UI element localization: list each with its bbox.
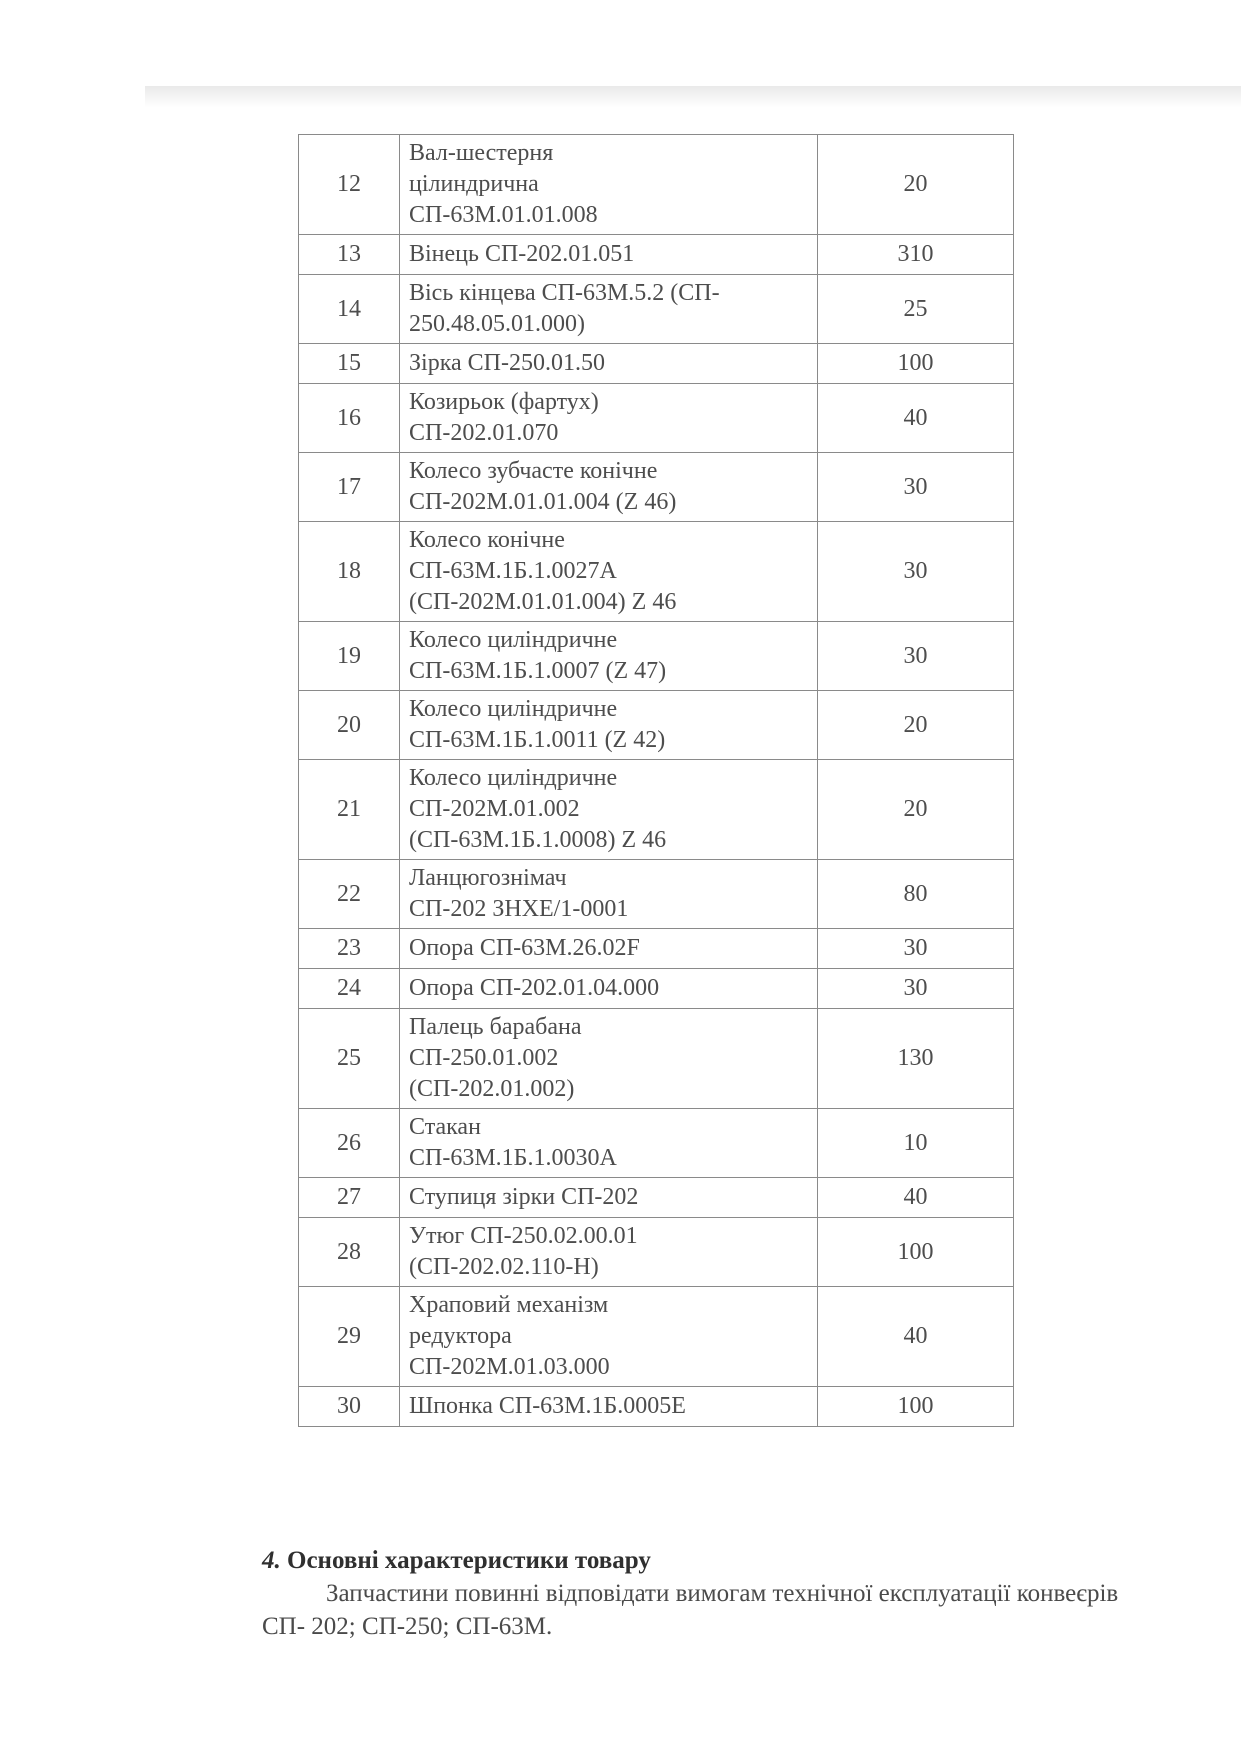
row-number: 20 — [299, 691, 400, 760]
paragraph-line-1: Запчастини повинні відповідати вимогам технічної експлуатації конвеєрів — [326, 1580, 1119, 1607]
part-name — [400, 760, 818, 860]
part-quantity: 30 — [818, 929, 1014, 969]
part-name — [400, 691, 818, 760]
part-name-line: Колесо зубчасте конічне — [409, 458, 658, 484]
part-name-line: Палець барабана — [409, 1014, 582, 1040]
section-paragraph — [262, 1577, 1222, 1643]
table-row — [299, 275, 1014, 344]
table-row — [299, 929, 1014, 969]
part-name — [400, 1178, 818, 1218]
table-row — [299, 235, 1014, 275]
table-row — [299, 860, 1014, 929]
part-name-line: Храповий механізм — [409, 1292, 609, 1318]
row-number: 22 — [299, 860, 400, 929]
part-name-line: СП-63М.01.01.008 — [409, 202, 598, 228]
table-row — [299, 522, 1014, 622]
part-name-line: Опора СП-63М.26.02F — [409, 935, 640, 961]
part-name — [400, 1009, 818, 1109]
row-number: 16 — [299, 384, 400, 453]
section-title: Основні характеристики товару — [287, 1547, 651, 1574]
part-name-line: СП-63М.1Б.1.0011 (Z 42) — [409, 727, 666, 753]
part-name-line: 250.48.05.01.000) — [409, 311, 585, 337]
part-quantity: 30 — [818, 969, 1014, 1009]
table-row — [299, 622, 1014, 691]
part-name — [400, 1387, 818, 1427]
part-quantity: 100 — [818, 344, 1014, 384]
parts-table — [298, 134, 1014, 1427]
table-row — [299, 760, 1014, 860]
table-row — [299, 1009, 1014, 1109]
row-number: 15 — [299, 344, 400, 384]
row-number: 23 — [299, 929, 400, 969]
part-quantity: 20 — [818, 135, 1014, 235]
part-quantity: 30 — [818, 522, 1014, 622]
part-quantity: 30 — [818, 622, 1014, 691]
row-number: 14 — [299, 275, 400, 344]
part-name-line: (СП-202.02.110-Н) — [409, 1254, 599, 1280]
part-name — [400, 453, 818, 522]
part-name-line: (СП-202.01.002) — [409, 1076, 575, 1102]
row-number: 27 — [299, 1178, 400, 1218]
part-quantity: 100 — [818, 1387, 1014, 1427]
part-name-line: Вінець СП-202.01.051 — [409, 241, 635, 267]
part-name — [400, 135, 818, 235]
part-name-line: (СП-202М.01.01.004) Z 46 — [409, 589, 677, 615]
row-number: 30 — [299, 1387, 400, 1427]
part-name-line: СП-202.01.070 — [409, 420, 559, 446]
row-number: 28 — [299, 1218, 400, 1287]
part-quantity: 40 — [818, 384, 1014, 453]
row-number: 26 — [299, 1109, 400, 1178]
part-name-line: СП-202 ЗНХЕ/1-0001 — [409, 896, 629, 922]
part-quantity: 310 — [818, 235, 1014, 275]
row-number: 17 — [299, 453, 400, 522]
table-row — [299, 1287, 1014, 1387]
part-name-line: СП-202М.01.002 — [409, 796, 580, 822]
section-main-characteristics — [262, 1545, 1222, 1643]
part-name-line: Стакан — [409, 1114, 481, 1140]
part-name-line: цілиндрична — [409, 171, 539, 197]
part-quantity: 40 — [818, 1178, 1014, 1218]
part-name — [400, 622, 818, 691]
part-name-line: Утюг СП-250.02.00.01 — [409, 1223, 638, 1249]
table-row — [299, 1109, 1014, 1178]
part-quantity: 30 — [818, 453, 1014, 522]
table-row — [299, 384, 1014, 453]
part-name-line: Колесо циліндричне — [409, 627, 618, 653]
part-name-line: Вал-шестерня — [409, 140, 554, 166]
part-name-line: Колесо циліндричне — [409, 765, 618, 791]
table-row — [299, 969, 1014, 1009]
part-name-line: редуктора — [409, 1323, 512, 1349]
part-name — [400, 275, 818, 344]
part-name-line: СП-63М.1Б.1.0030А — [409, 1145, 617, 1171]
part-name — [400, 860, 818, 929]
part-name — [400, 235, 818, 275]
part-name-line: Шпонка СП-63М.1Б.0005Е — [409, 1393, 686, 1419]
part-quantity: 100 — [818, 1218, 1014, 1287]
table-row — [299, 135, 1014, 235]
section-number: 4. — [262, 1547, 281, 1574]
part-name — [400, 969, 818, 1009]
part-name — [400, 1218, 818, 1287]
row-number: 29 — [299, 1287, 400, 1387]
table-row — [299, 1178, 1014, 1218]
row-number: 13 — [299, 235, 400, 275]
part-name-line: СП-202М.01.03.000 — [409, 1354, 610, 1380]
part-name-line: Козирьок (фартух) — [409, 389, 599, 415]
part-name-line: Зірка СП-250.01.50 — [409, 350, 605, 376]
part-name — [400, 1109, 818, 1178]
part-name-line: Колесо конічне — [409, 527, 565, 553]
table-row — [299, 1387, 1014, 1427]
part-name — [400, 1287, 818, 1387]
parts-table-body — [299, 135, 1014, 1427]
part-name — [400, 929, 818, 969]
part-name-line: СП-250.01.002 — [409, 1045, 559, 1071]
part-name-line: Ланцюгознімач — [409, 865, 567, 891]
row-number: 21 — [299, 760, 400, 860]
part-name-line: СП-63М.1Б.1.0007 (Z 47) — [409, 658, 667, 684]
part-name — [400, 384, 818, 453]
part-name-line: Опора СП-202.01.04.000 — [409, 975, 660, 1001]
part-name — [400, 344, 818, 384]
part-quantity: 20 — [818, 760, 1014, 860]
part-name-line: СП-202М.01.01.004 (Z 46) — [409, 489, 677, 515]
part-name-line: Колесо циліндричне — [409, 696, 618, 722]
scan-edge-shadow — [145, 86, 1241, 108]
row-number: 25 — [299, 1009, 400, 1109]
section-heading — [262, 1545, 1222, 1577]
table-row — [299, 691, 1014, 760]
table-row — [299, 344, 1014, 384]
part-name-line: Ступиця зірки СП-202 — [409, 1184, 639, 1210]
row-number: 12 — [299, 135, 400, 235]
row-number: 18 — [299, 522, 400, 622]
part-quantity: 10 — [818, 1109, 1014, 1178]
table-row — [299, 453, 1014, 522]
part-quantity: 40 — [818, 1287, 1014, 1387]
part-name — [400, 522, 818, 622]
paragraph-line-2: СП- 202; СП-250; СП-63М. — [262, 1613, 553, 1640]
part-name-line: (СП-63М.1Б.1.0008) Z 46 — [409, 827, 667, 853]
part-name-line: СП-63М.1Б.1.0027А — [409, 558, 617, 584]
row-number: 24 — [299, 969, 400, 1009]
part-quantity: 25 — [818, 275, 1014, 344]
row-number: 19 — [299, 622, 400, 691]
part-quantity: 20 — [818, 691, 1014, 760]
part-quantity: 130 — [818, 1009, 1014, 1109]
part-name-line: Вісь кінцева СП-63М.5.2 (СП- — [409, 280, 720, 306]
part-quantity: 80 — [818, 860, 1014, 929]
table-row — [299, 1218, 1014, 1287]
